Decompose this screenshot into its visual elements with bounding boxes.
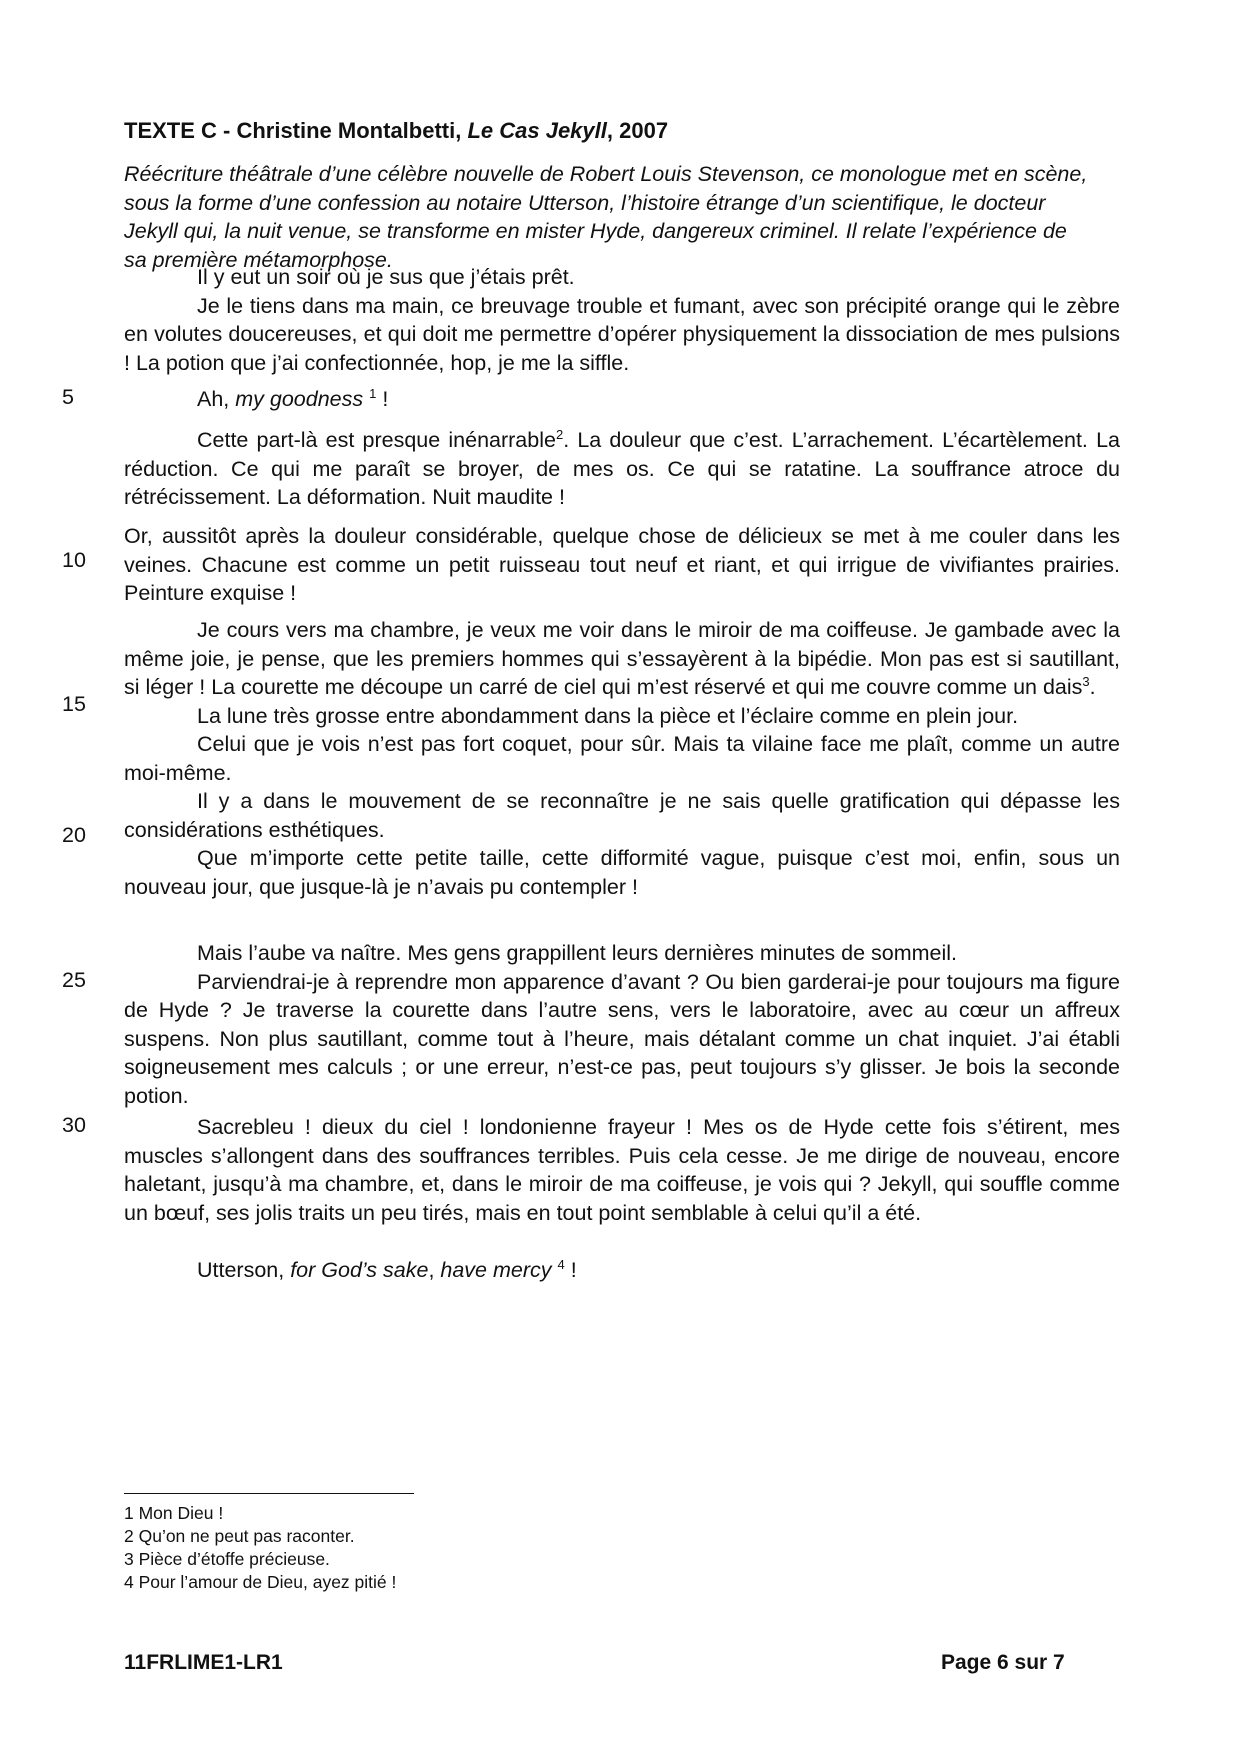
intro-paragraph: Réécriture théâtrale d’une célèbre nouvelle de Robert Louis Stevenson, ce monologue met en scène, sous la forme d’une confession au notaire Utterson, l’histoire étrange d’un scientifique, le docteur Jekyll qui, la nuit venue, se transforme en mister Hyde, dangereux criminel. Il relate l’expérience de sa première métamorphose.: [124, 162, 1088, 272]
p3-end: !: [376, 387, 389, 411]
footnote-3: 3 Pièce d’étoffe précieuse.: [124, 1549, 330, 1569]
p14-italic-1: for God’s sake: [290, 1258, 429, 1282]
p14-end: !: [564, 1258, 577, 1282]
paragraph-3: [124, 385, 1120, 414]
p3-italic: my goodness: [235, 387, 364, 411]
p3-start: Ah,: [197, 387, 236, 411]
text-block-4: [124, 522, 1120, 608]
footnote-4: 4 Pour l’amour de Dieu, ayez pitié !: [124, 1572, 397, 1592]
text-block-5: [124, 616, 1120, 901]
paragraph-9: Il y a dans le mouvement de se reconnaître je ne sais quelle gratification qui dépasse les considérations esthétiques.: [124, 789, 1120, 842]
paragraph-10: Que m’importe cette petite taille, cette difformité vague, puisque c’est moi, enfin, sous un nouveau jour, que jusque-là je n’avais pu contempler !: [124, 846, 1120, 899]
paragraph-2: Je le tiens dans ma main, ce breuvage trouble et fumant, avec son précipité orange qui le zèbre en volutes doucereuses, et qui doit me permettre d’opérer physiquement la dissociation de mes pulsions ! La potion que j’ai confectionnée, hop, je me la siffle.: [124, 293, 1120, 375]
paragraph-13: Sacrebleu ! dieux du ciel ! londonienne frayeur ! Mes os de Hyde cette fois s’étirent, mes muscles s’allongent dans des souffrances terribles. Puis cela cesse. Je me dirige de nouveau, encore haletant, jusqu’à ma chambre, et, dans le miroir de ma coiffeuse, je vois qui ? Jekyll, qui souffle comme un bœuf, ses jolis traits un peu tirés, mais en tout point semblable à celui qu’il a été.: [124, 1115, 1120, 1225]
paragraph-1: Il y eut un soir où je sus que j’étais prêt.: [197, 265, 575, 289]
paragraph-14: [124, 1256, 1120, 1285]
text-block-6: [124, 939, 1120, 1110]
paragraph-4: [124, 426, 1120, 512]
text-title: [124, 118, 668, 144]
paragraph-5: Or, aussitôt après la douleur considérable, quelque chose de délicieux se met à me couler dans les veines. Chacune est comme un petit ruisseau tout neuf et riant, et qui irrigue de vivifiantes prairies. Peinture exquise !: [124, 524, 1120, 605]
line-number-5: 5: [62, 385, 74, 409]
footnotes: [124, 1502, 396, 1594]
line-number-15: 15: [62, 692, 86, 716]
p4-start: Cette part-là est presque inénarrable: [197, 428, 556, 452]
text-block-8: [124, 1256, 1120, 1285]
footnote-divider: [124, 1493, 414, 1494]
paragraph-12: Parviendrai-je à reprendre mon apparence d’avant ? Ou bien garderai-je pour toujours ma figure de Hyde ? Je traverse la courette dans l’autre sens, vers le laboratoire, avec au cœur un affreux suspens. Non plus sautillant, comme tout à l’heure, mais détalant comme un chat inquiet. J’ai établi soigneusement mes calculs ; or une erreur, n’est-ce pas, peut toujours s’y glisser. Je bois la seconde potion.: [124, 969, 1120, 1108]
footnote-ref-2: 2: [555, 427, 564, 442]
line-number-10: 10: [62, 548, 86, 572]
footnote-1: 1 Mon Dieu !: [124, 1503, 224, 1523]
p14-start: Utterson,: [197, 1258, 291, 1282]
document-code: 11FRLIME1-LR1: [124, 1651, 283, 1674]
text-block-1: [124, 263, 1120, 377]
text-block-2: [124, 385, 1120, 414]
paragraph-6: [124, 616, 1120, 702]
footnote-ref-3: 3: [1082, 674, 1090, 689]
paragraph-8: Celui que je vois n’est pas fort coquet, pour sûr. Mais ta vilaine face me plaît, comme un autre moi-même.: [124, 732, 1120, 785]
p6-start: Je cours vers ma chambre, je veux me voir dans le miroir de ma coiffeuse. Je gambade avec la même joie, je pense, que les premiers hommes qui s’essayèrent à la bipédie. Mon pas est si sautillant, si léger ! La courette me découpe un carré de ciel qui m’est réservé et qui me couvre comme un dais: [124, 618, 1120, 699]
footnote-ref-1: 1: [369, 386, 377, 401]
line-number-25: 25: [62, 968, 86, 992]
title-year: , 2007: [606, 118, 669, 143]
line-number-20: 20: [62, 823, 86, 847]
page-number: Page 6 sur 7: [941, 1651, 1065, 1674]
line-number-30: 30: [62, 1113, 86, 1137]
p6-end: .: [1089, 675, 1096, 699]
footnote-2: 2 Qu’on ne peut pas raconter.: [124, 1526, 355, 1546]
text-block-3: [124, 426, 1120, 512]
p14-mid: ,: [428, 1258, 441, 1282]
p14-italic-2: have mercy: [440, 1258, 552, 1282]
title-work: Le Cas Jekyll: [467, 118, 607, 143]
title-prefix: TEXTE C - Christine Montalbetti,: [124, 118, 468, 143]
footnote-ref-4: 4: [557, 1257, 565, 1272]
text-block-7: [124, 1113, 1120, 1227]
paragraph-11: Mais l’aube va naître. Mes gens grappillent leurs dernières minutes de sommeil.: [197, 941, 958, 965]
paragraph-7: La lune très grosse entre abondamment dans la pièce et l’éclaire comme en plein jour.: [197, 703, 1019, 728]
p4-end: . La douleur que c’est. L’arrachement. L’écartèlement. La réduction. Ce qui me paraît se broyer, de mes os. Ce qui se ratatine. La souffrance atroce du rétrécissement. La déformation. Nuit maudite !: [124, 428, 1120, 509]
